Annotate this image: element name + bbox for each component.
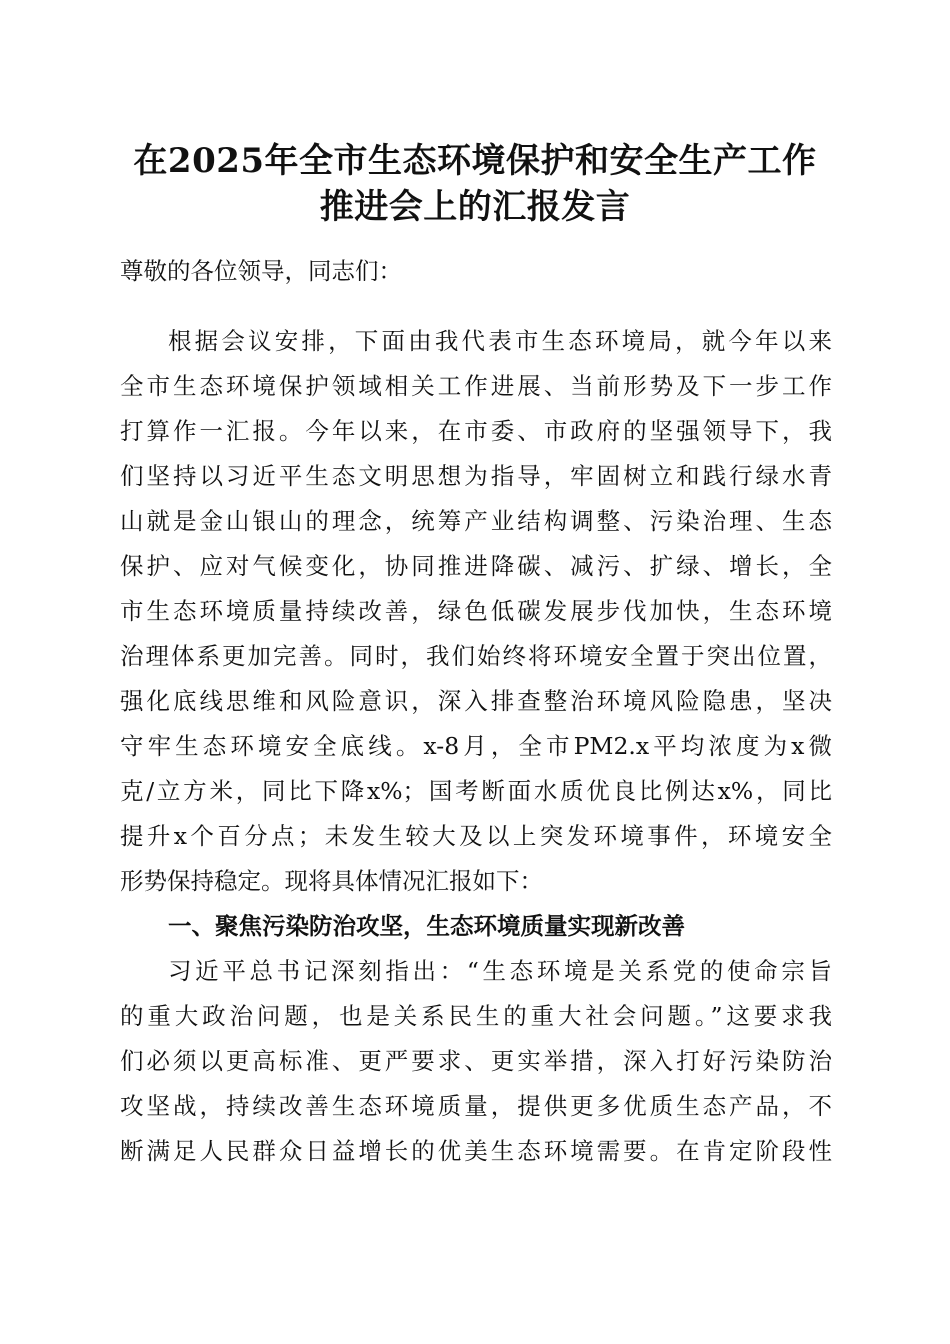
- paragraph-1-line: 根据会议安排，下面由我代表市生态环境局，就今年以来: [168, 327, 832, 355]
- paragraph-1-line: 山就是金山银山的理念，统筹产业结构调整、污染治理、生态: [120, 507, 832, 535]
- paragraph-1-line: 打算作一汇报。今年以来，在市委、市政府的坚强领导下，我: [120, 417, 832, 445]
- document-title-line-2: 推进会上的汇报发言: [319, 187, 631, 227]
- paragraph-1-line: 市生态环境质量持续改善，绿色低碳发展步伐加快，生态环境: [120, 597, 832, 625]
- paragraph-1-line: 们坚持以习近平生态文明思想为指导，牢固树立和践行绿水青: [120, 462, 832, 490]
- paragraph-1-line: 提升x个百分点；未发生较大及以上突发环境事件，环境安全: [120, 822, 832, 850]
- paragraph-1-line: 形势保持稳定。现将具体情况汇报如下：: [120, 867, 543, 895]
- paragraph-1-line: 守牢生态环境安全底线。x-8月，全市PM2.x平均浓度为x微: [120, 732, 832, 760]
- section-1-heading: 一、聚焦污染防治攻坚，生态环境质量实现新改善: [168, 912, 685, 940]
- paragraph-1-line: 强化底线思维和风险意识，深入排查整治环境风险隐患，坚决: [120, 687, 832, 715]
- paragraph-2-line: 断满足人民群众日益增长的优美生态环境需要。在肯定阶段性: [120, 1137, 832, 1165]
- paragraph-2-line: 攻坚战，持续改善生态环境质量，提供更多优质生态产品，不: [120, 1092, 832, 1120]
- paragraph-1-line: 保护、应对气候变化，协同推进降碳、减污、扩绿、增长，全: [120, 552, 832, 580]
- paragraph-2-line: 们必须以更高标准、更严要求、更实举措，深入打好污染防治: [120, 1047, 832, 1075]
- paragraph-2-line: 习近平总书记深刻指出：“生态环境是关系党的使命宗旨: [168, 957, 832, 985]
- paragraph-2-line: 的重大政治问题，也是关系民生的重大社会问题。”这要求我: [120, 1002, 832, 1030]
- document-title-line-1: 在2025年全市生态环境保护和安全生产工作: [133, 141, 817, 181]
- salutation: 尊敬的各位领导，同志们：: [120, 257, 402, 285]
- paragraph-1-line: 克/立方米，同比下降x%；国考断面水质优良比例达x%，同比: [120, 777, 832, 805]
- paragraph-1-line: 全市生态环境保护领域相关工作进展、当前形势及下一步工作: [120, 372, 832, 400]
- paragraph-1-line: 治理体系更加完善。同时，我们始终将环境安全置于突出位置，: [120, 642, 832, 670]
